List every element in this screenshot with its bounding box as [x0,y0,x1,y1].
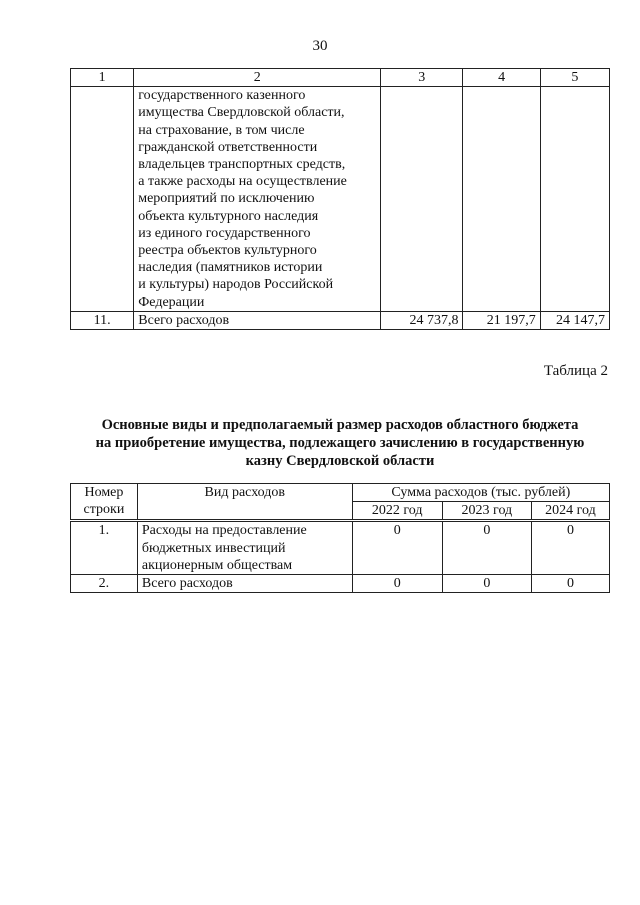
title-line: на приобретение имущества, подлежащего зачислению в государственную [95,435,585,451]
row-number-cell [71,87,134,312]
total-2022-cell: 24 737,8 [381,311,463,329]
expense-type-cell: Всего расходов [137,575,352,593]
value-2022-cell: 0 [352,521,442,575]
value-2023-cell: 0 [442,521,531,575]
total-2023-cell: 21 197,7 [463,311,540,329]
table-row [71,87,610,312]
description-line: государственного казенного [138,88,306,104]
table-caption: Таблица 2 [543,363,608,379]
value-2024-cell [540,87,609,312]
expense-type-cell [137,521,352,575]
expenses-table-continued [70,68,610,330]
value-2023-cell: 0 [442,575,531,593]
row-number-cell: 11. [71,311,134,329]
table-row [71,521,610,575]
expense-type-line: акционерным обществам [141,557,293,573]
description-line: мероприятий по исключению [138,191,315,207]
expense-type-line: Расходы на предоставление [141,523,307,539]
row-number-cell: 1. [71,521,138,575]
description-line: имущества Свердловской области, [138,105,345,121]
column-number-1: 1 [71,69,134,87]
description-line: и культуры) народов Российской [138,277,334,293]
year-2023-header: 2023 год [442,502,531,521]
total-row [71,311,610,329]
column-number-4: 4 [463,69,540,87]
total-row [71,575,610,593]
expense-type-line: бюджетных инвестиций [141,540,286,556]
expense-description-cell [134,87,381,312]
description-line: Федерации [138,294,205,310]
page-number: 30 [312,38,328,54]
table-header-row [71,484,610,502]
description-line: объекта культурного наследия [138,208,319,224]
title-line: Основные виды и предполагаемый размер расходов областного бюджета [101,417,579,433]
description-line: реестра объектов культурного [138,243,317,259]
total-2024-cell: 24 147,7 [540,311,609,329]
description-line: из единого государственного [138,225,311,241]
row-number-header-line: Номер [84,485,124,500]
table-title [60,416,620,470]
value-2024-cell: 0 [531,521,609,575]
title-line: казну Свердловской области [245,453,435,469]
value-2022-cell [381,87,463,312]
year-2022-header: 2022 год [352,502,442,521]
table-header-row [71,69,610,87]
column-number-3: 3 [381,69,463,87]
column-number-5: 5 [540,69,609,87]
row-number-header [71,484,138,521]
column-number-2: 2 [134,69,381,87]
property-expenses-table [70,483,610,593]
description-line: гражданской ответственности [138,139,318,155]
value-2024-cell: 0 [531,575,609,593]
sum-header: Сумма расходов (тыс. рублей) [352,484,609,502]
row-number-header-line: строки [83,502,125,518]
row-number-cell: 2. [71,575,138,593]
value-2022-cell: 0 [352,575,442,593]
description-line: а также расходы на осуществление [138,174,347,190]
description-line: владельцев транспортных средств, [138,157,346,173]
year-2024-header: 2024 год [531,502,609,521]
description-line: на страхование, в том числе [138,122,305,138]
value-2023-cell [463,87,540,312]
total-label-cell: Всего расходов [134,311,381,329]
expense-type-header: Вид расходов [137,484,352,521]
description-line: наследия (памятников истории [138,260,323,276]
